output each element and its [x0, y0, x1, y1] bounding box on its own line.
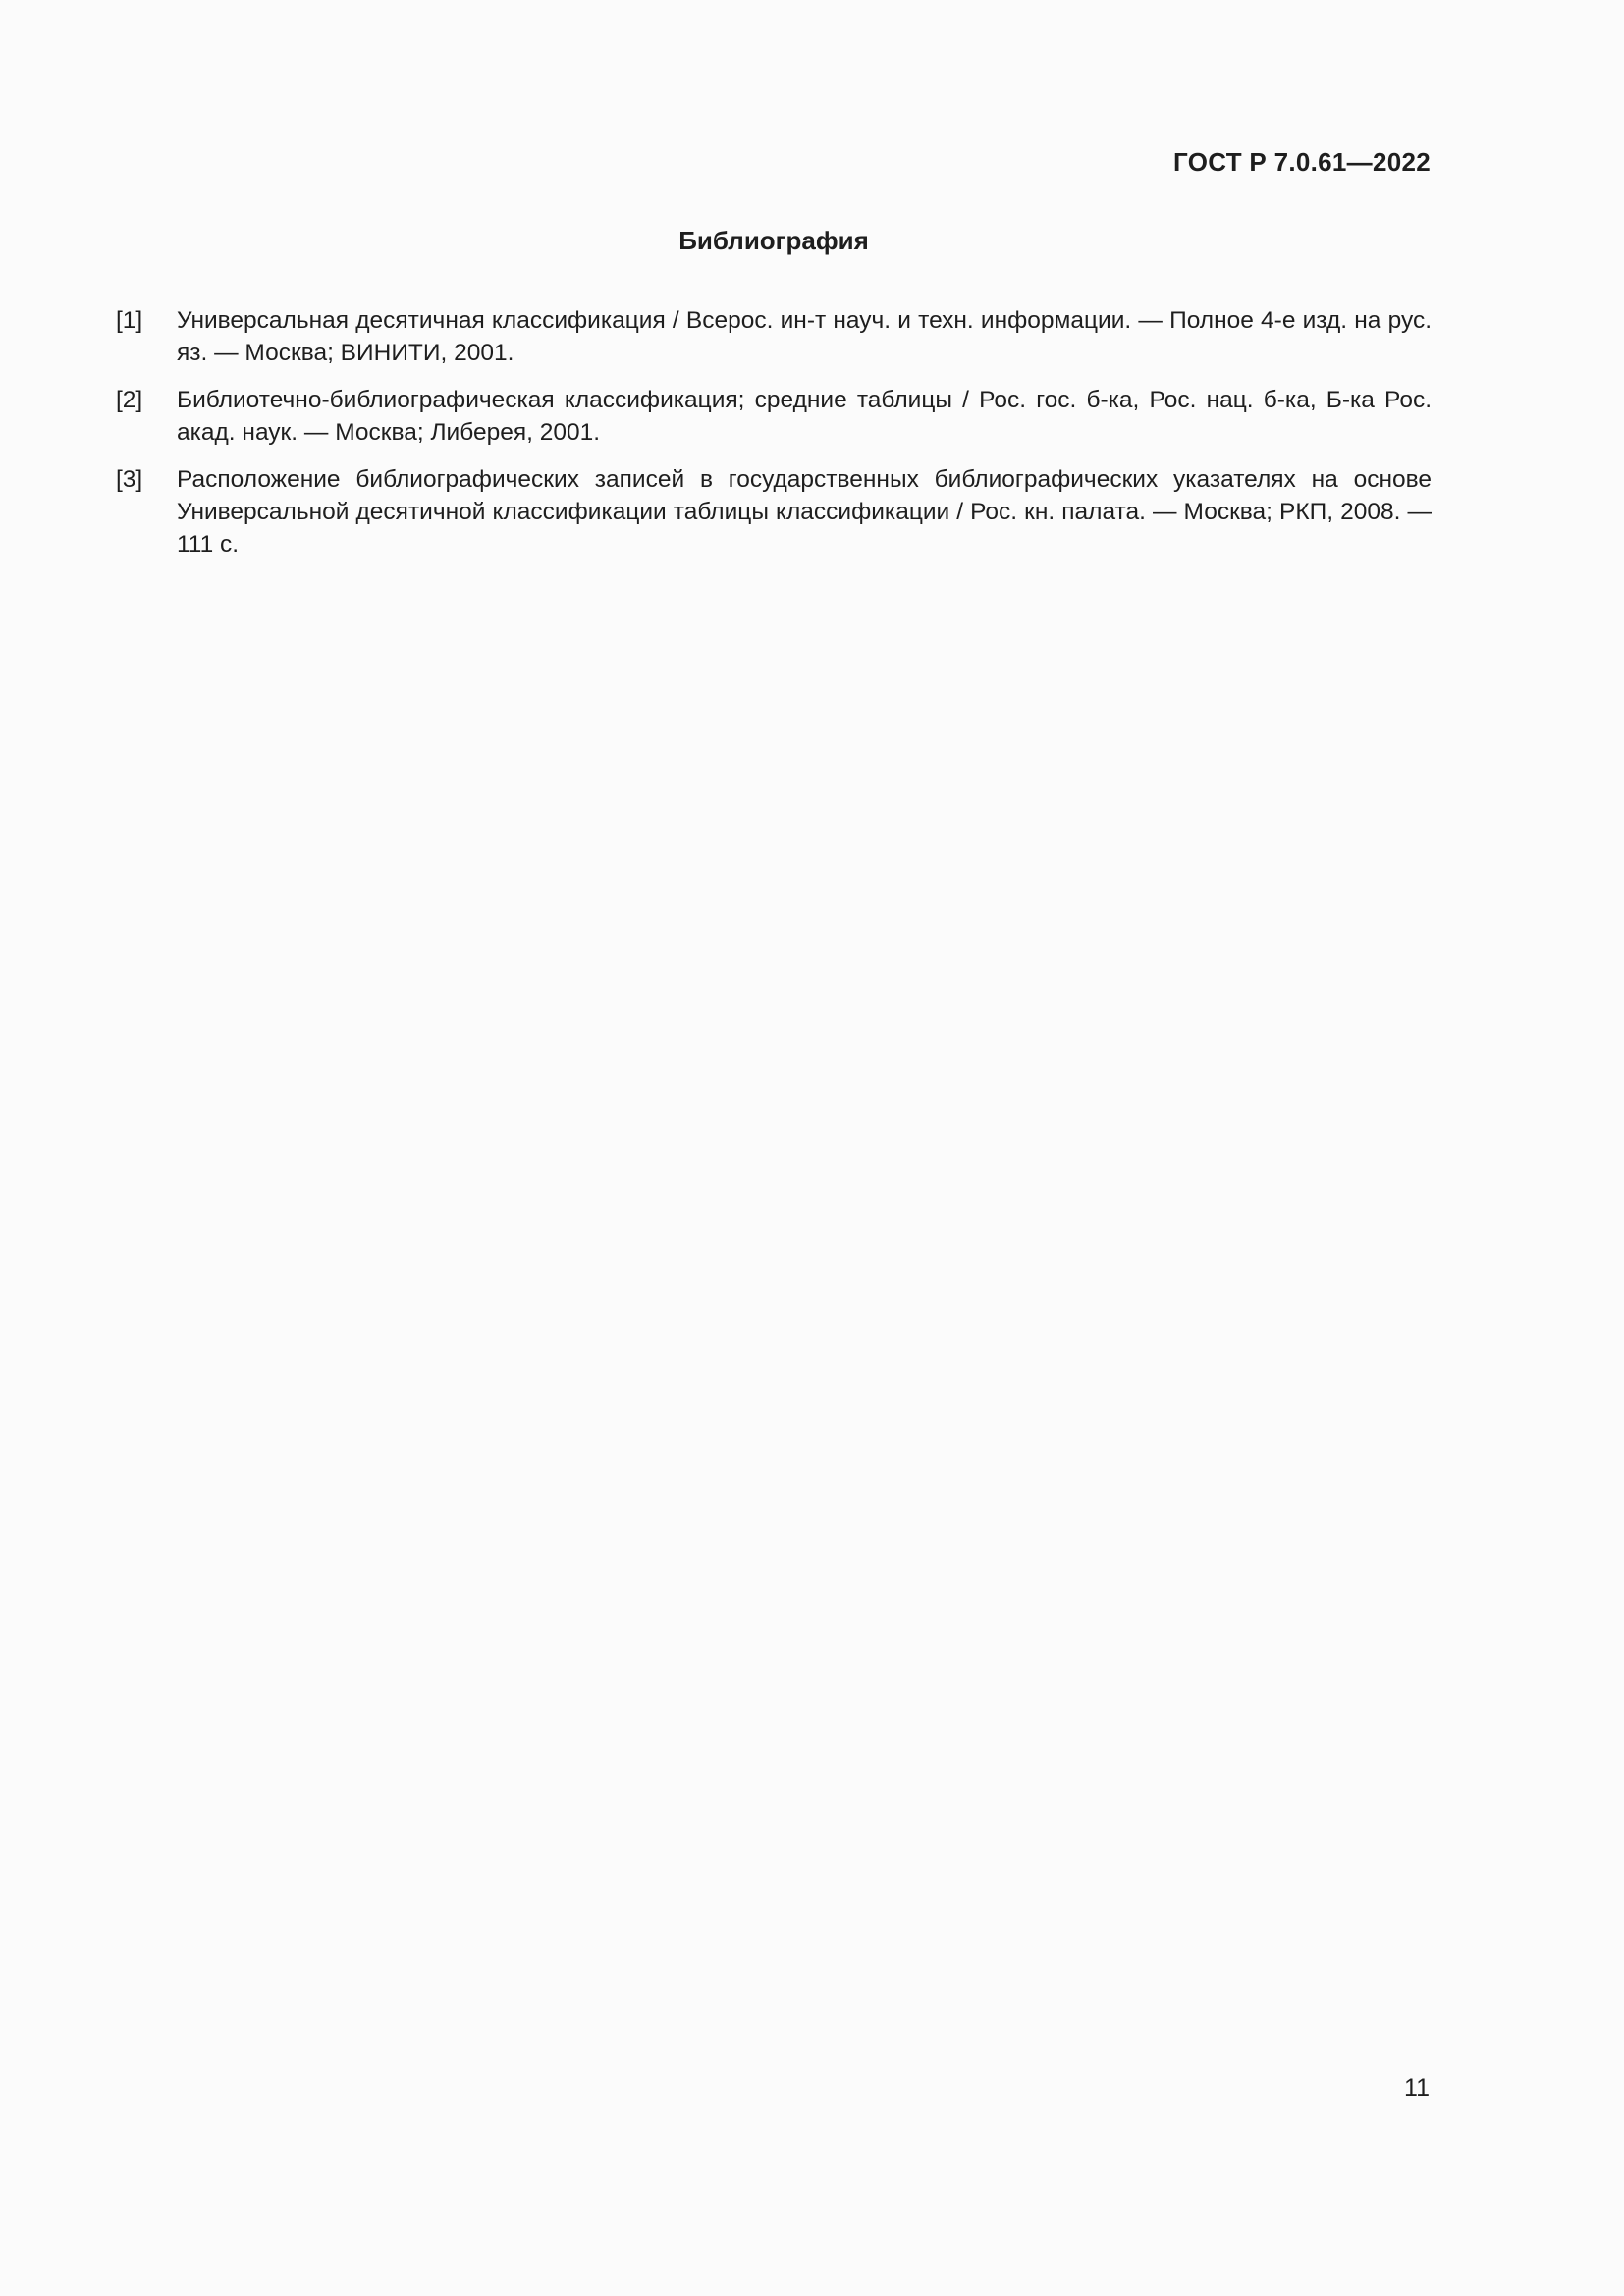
entry-text: Расположение библиографических записей в государственных библиографических указателях на основе Универсальной десятичной классификации таблицы классификации / Рос. кн. палата. — Москва; РКП, 2008. — 111 с. — [177, 466, 1432, 558]
page-number: 11 — [1404, 2074, 1430, 2102]
bibliography-entry — [116, 304, 1432, 369]
entry-number: [1] — [116, 307, 143, 334]
standard-code: ГОСТ Р 7.0.61—2022 — [1173, 147, 1431, 177]
entry-text: Библиотечно-библиографическая классификация; средние таблицы / Рос. гос. б-ка, Рос. нац. б-ка, Б-ка Рос. акад. наук. — Москва; Либерея, 2001. — [177, 387, 1432, 446]
bibliography-entry — [116, 384, 1432, 449]
bibliography-list — [116, 304, 1432, 575]
entry-number: [2] — [116, 387, 143, 413]
bibliography-entry — [116, 463, 1432, 561]
entry-text: Универсальная десятичная классификация / Всерос. ин-т науч. и техн. информации. — Полное 4-е изд. на рус. яз. — Москва; ВИНИТИ, 2001. — [177, 307, 1432, 366]
entry-number: [3] — [116, 466, 143, 493]
section-title: Библиография — [678, 226, 869, 255]
